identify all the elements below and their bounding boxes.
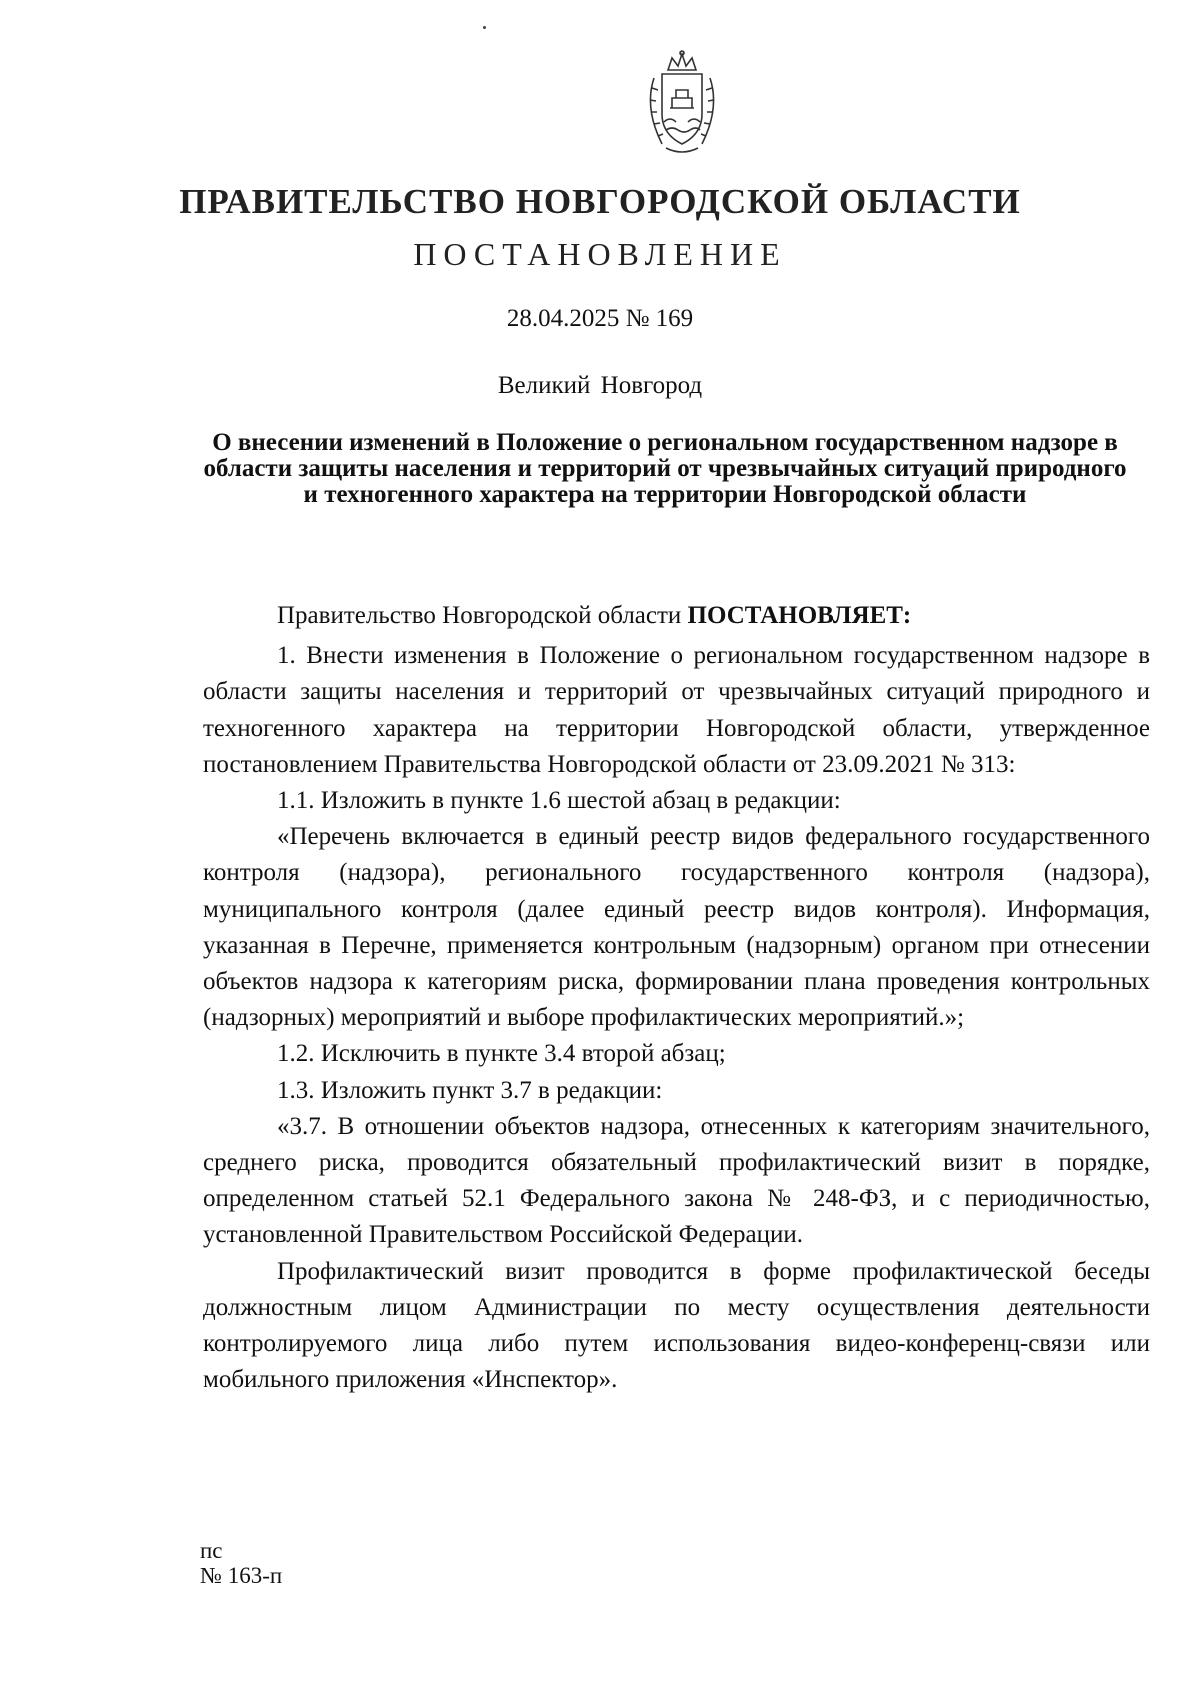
paragraph-visit: Профилактический визит проводится в форме профилактической беседы должностным лицом Администрации по месту осуществления деятельности контролируемого лица либо путем использования видео-конференц-связи или мобильного приложения «Инспектор». [203, 1257, 1150, 1394]
footer-line-1: пс [200, 1538, 223, 1563]
footer-line-2: № 163-п [200, 1563, 283, 1588]
paragraph-quote-1: «Перечень включается в единый реестр видов федерального государственного контроля (надзора), регионального государственного контроля (надзора), муниципального контроля (далее единый реестр видов контроля). Информация, указанная в Перечне, применяется контрольным (надзорным) органом при отнесении объектов надзора к категориям риска, формировании плана проведения контрольных (надзорных) мероприятий и выборе профилактических мероприятий.»; [203, 823, 1150, 1032]
scan-speck [483, 26, 486, 29]
city: Великий Новгород [497, 372, 703, 399]
date-number: 28.04.2025 № 169 [506, 305, 694, 332]
document-subject: О внесении изменений в Положение о региональном государственном надзоре в области защиты населения и территорий от чрезвычайных ситуаций природного и техногенного характера на территории Новгородской области [203, 429, 1127, 508]
footer-note [200, 1538, 282, 1588]
paragraph-quote-2: «3.7. В отношении объектов надзора, отнесенных к категориям значительного, среднего риска, проводится обязательный профилактический визит в порядке, определенном статьей 52.1 Федерального закона № 248-ФЗ, и с периодичностью, установленной Правительством Российской Федерации. [203, 1112, 1150, 1249]
paragraph-1-2: 1.2. Исключить в пункте 3.4 второй абзац; [277, 1040, 726, 1068]
document-type: ПОСТАНОВЛЕНИЕ [413, 236, 787, 272]
preamble-text: Правительство Новгородской области [277, 602, 688, 629]
paragraph-1: 1. Внести изменения в Положение о региональном государственном надзоре в области защиты населения и территорий от чрезвычайных ситуаций природного и техногенного характера на территории Новгородской области, утвержденное постановлением Правительства Новгородской области от 23.09.2021 № 313: [203, 642, 1150, 778]
preamble [203, 598, 1150, 634]
government-title: ПРАВИТЕЛЬСТВО НОВГОРОДСКОЙ ОБЛАСТИ [179, 182, 1021, 221]
paragraph-1-1: 1.1. Изложить в пункте 1.6 шестой абзац в редакции: [277, 787, 841, 815]
novgorod-coat-of-arms-icon [632, 48, 732, 160]
paragraph-1-3: 1.3. Изложить пункт 3.7 в редакции: [277, 1076, 663, 1104]
document-body [203, 598, 1150, 1398]
preamble-bold: ПОСТАНОВЛЯЕТ: [687, 602, 912, 629]
